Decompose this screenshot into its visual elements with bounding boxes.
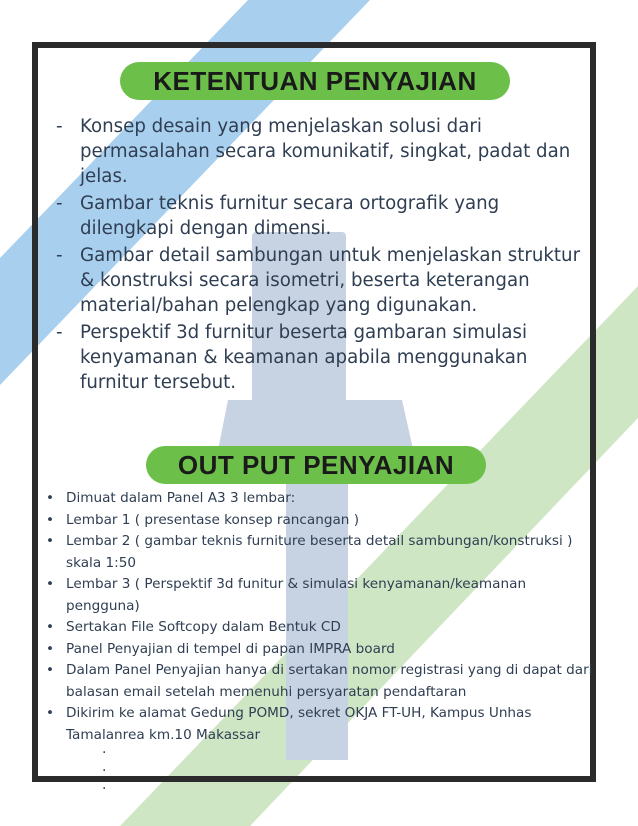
rule-text: Gambar teknis furnitur secara ortografik yang dilengkapi dengan dimensi. xyxy=(80,193,500,239)
dash-marker: - xyxy=(56,116,63,137)
bullet-marker: • xyxy=(46,705,55,721)
rule-item xyxy=(56,320,596,395)
dot: . xyxy=(102,777,107,793)
output-text: Dimuat dalam Panel A3 3 lembar: xyxy=(66,490,296,506)
output-heading: OUT PUT PENYAJIAN xyxy=(146,446,486,484)
rule-text: Gambar detail sambungan untuk menjelaskan struktur & konstruksi secara isometri, beserta keterangan material/bahan pelengkap yang digunakan. xyxy=(80,245,581,316)
bullet-marker: • xyxy=(46,619,55,635)
output-item xyxy=(46,488,596,510)
rule-text: Perspektif 3d furnitur beserta gambaran simulasi kenyamanan & keamanan apabila menggunakan furnitur tersebut. xyxy=(80,322,528,393)
output-list xyxy=(46,488,596,746)
trailing-dots xyxy=(102,740,106,794)
dash-marker: - xyxy=(56,193,63,214)
output-item xyxy=(46,531,596,574)
dot: . xyxy=(102,741,107,757)
output-text: Panel Penyajian di tempel di papan IMPRA board xyxy=(66,640,395,657)
bullet-marker: • xyxy=(46,511,55,528)
rules-list xyxy=(56,114,596,397)
output-text: Sertakan File Softcopy dalam Bentuk CD xyxy=(66,619,341,635)
output-text: Lembar 3 ( Perspektif 3d funitur & simulasi kenyamanan/keamanan pengguna) xyxy=(66,576,527,614)
rule-text: Konsep desain yang menjelaskan solusi dari permasalahan secara komunikatif, singkat, padat dan jelas. xyxy=(80,116,571,187)
output-item xyxy=(46,510,596,532)
bullet-marker: • xyxy=(46,533,55,549)
dash-marker: - xyxy=(56,322,63,343)
output-item xyxy=(46,660,596,703)
output-text: Lembar 2 ( gambar teknis furniture beserta detail sambungan/konstruksi ) skala 1:50 xyxy=(66,533,573,571)
output-item xyxy=(46,639,596,661)
output-item xyxy=(46,617,596,639)
output-item xyxy=(46,703,596,746)
bullet-marker: • xyxy=(46,576,55,592)
rule-item xyxy=(56,114,596,189)
output-text: Dalam Panel Penyajian hanya di sertakan nomor registrasi yang di dapat dari balasan email setelah memenuhi persyaratan pendaftaran xyxy=(66,662,593,700)
bullet-marker: • xyxy=(46,490,55,506)
output-item xyxy=(46,574,596,617)
dot: . xyxy=(102,759,107,775)
rule-item xyxy=(56,191,596,241)
dash-marker: - xyxy=(56,245,63,266)
rules-heading: KETENTUAN PENYAJIAN xyxy=(120,62,510,100)
bullet-marker: • xyxy=(46,662,55,678)
output-text: Lembar 1 ( presentase konsep rancangan ) xyxy=(66,511,360,528)
bullet-marker: • xyxy=(46,640,55,657)
rule-item xyxy=(56,243,596,318)
output-text: Dikirim ke alamat Gedung POMD, sekret OKJA FT-UH, Kampus Unhas Tamalanrea km.10 Makassar xyxy=(66,705,532,743)
